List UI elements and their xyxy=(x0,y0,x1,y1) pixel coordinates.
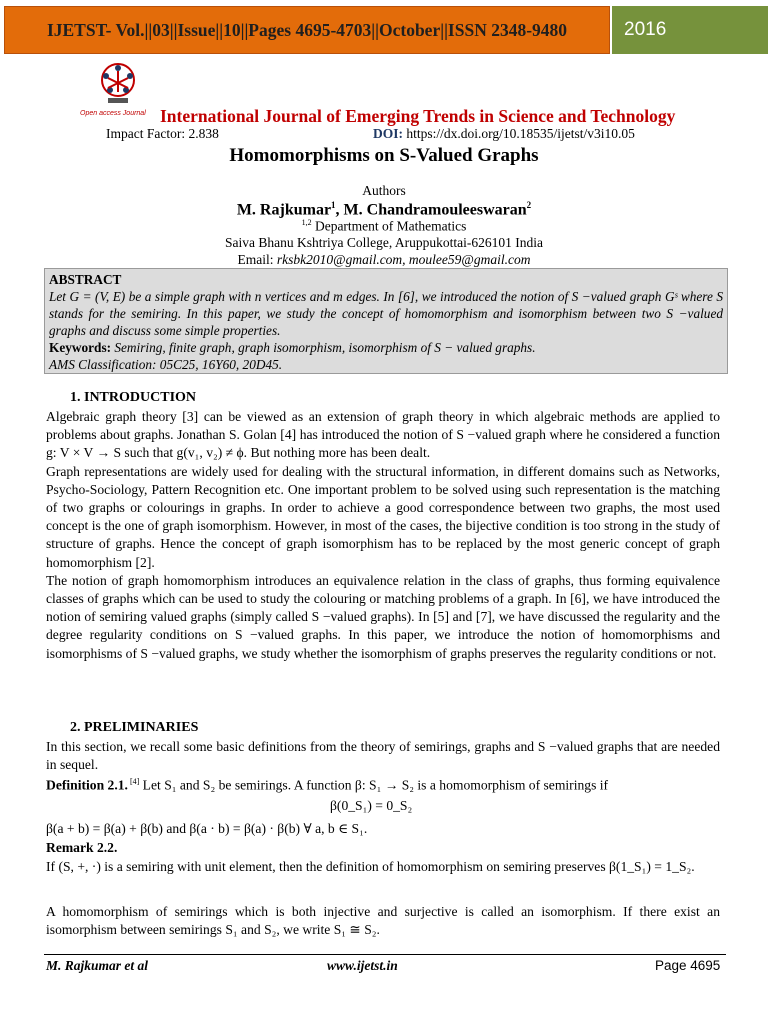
doi-link[interactable]: https://dx.doi.org/10.18535/ijetst/v3i10.05 xyxy=(406,126,635,141)
author-1-sup: 1 xyxy=(331,200,336,210)
definition-label: Definition 2.1. xyxy=(46,777,128,793)
remark-2-2-label: Remark 2.2. xyxy=(46,840,118,855)
paper-title: Homomorphisms on S-Valued Graphs xyxy=(229,145,539,166)
department xyxy=(0,218,768,235)
journal-title: International Journal of Emerging Trends in Science and Technology xyxy=(160,106,676,126)
definition-text: Let S₁ and S₂ be semirings. A function β: S₁ → S₂ is a homomorphism of semirings if xyxy=(139,777,609,793)
email-addresses[interactable]: rksbk2010@gmail.com, moulee59@gmail.com xyxy=(276,252,531,267)
issue-banner-text: IJETST- Vol.||03||Issue||10||Pages 4695-4703||October||ISSN 2348-9480 xyxy=(46,19,568,40)
authors-label: Authors xyxy=(362,183,406,198)
definition-ref: [4] xyxy=(127,777,140,786)
remark-2-2-text: If (S, +, ·) is a semiring with unit element, then the definition of homomorphism on semiring preserves β(1_S₁) = 1_S₂. xyxy=(46,859,695,874)
preliminaries-intro: In this section, we recall some basic definitions from the theory of semirings, graphs and S −valued graphs that are needed in sequel. xyxy=(46,739,720,773)
footer-page-number: Page 4695 xyxy=(655,958,721,973)
department-sup: 1,2 xyxy=(301,218,312,227)
author-1: M. Rajkumar xyxy=(236,201,332,219)
college: Saiva Bhanu Kshtriya College, Aruppukottai-626101 India xyxy=(225,235,543,250)
impact-factor: Impact Factor: 2.838 xyxy=(106,126,219,141)
author-names xyxy=(0,200,768,219)
keywords-text: Semiring, finite graph, graph isomorphism, isomorphism of S − valued graphs. xyxy=(111,340,536,355)
author-2-sup: 2 xyxy=(526,200,532,210)
isomorphism-text: A homomorphism of semirings which is both injective and surjective is called an isomorphism. If there exist an isomorphism between semirings S₁ and S₂, we write S₁ ≅ S₂. xyxy=(46,904,720,938)
abstract-box xyxy=(44,268,728,374)
department-name: Department of Mathematics xyxy=(311,218,467,234)
footer-site-link[interactable]: www.ijetst.in xyxy=(327,958,398,973)
ams-classification: AMS Classification: 05C25, 16Y60, 20D45. xyxy=(49,357,283,372)
doi xyxy=(373,126,635,142)
author-separator: , xyxy=(335,201,344,219)
abstract-heading: ABSTRACT xyxy=(49,272,122,287)
issue-banner xyxy=(4,6,610,54)
logo-caption: Open access Journal xyxy=(80,110,146,117)
section-introduction-heading: 1. INTRODUCTION xyxy=(70,390,197,405)
author-2: M. Chandramouleeswaran xyxy=(343,201,527,219)
year-text: 2016 xyxy=(624,19,667,40)
equation-zero: β(0_S₁) = 0_S₂ xyxy=(330,798,413,813)
definition-2-1 xyxy=(46,777,608,794)
equation-operations: β(a + b) = β(a) + β(b) and β(a · b) = β(a) · β(b) ∀ a, b ∈ S₁. xyxy=(46,821,368,836)
email-label: Email: xyxy=(237,252,277,267)
footer-rule xyxy=(44,954,726,955)
abstract-body: Let G = (V, E) be a simple graph with n vertices and m edges. In [6], we introduced the notion of S −valued graph Gˢ where S stands for the semiring. In this paper, we study the concept of homomorphism and isomorphism between two S −valued graphs and discuss some simple properties. xyxy=(49,289,723,338)
introduction-body xyxy=(46,408,720,663)
keywords xyxy=(49,339,723,356)
intro-paragraph-1: Algebraic graph theory [3] can be viewed as an extension of graph theory in which algebraic methods are applied to problems about graphs. Jonathan S. Golan [4] has introduced the notion of S −valued graph where he considered a function g: V × V → S such that g(v₁, v₂) ≠ ϕ. But nothing more has been dealt. xyxy=(46,409,720,461)
email-line xyxy=(0,252,768,268)
header-banner xyxy=(0,6,768,54)
doi-label: DOI: xyxy=(373,126,403,141)
keywords-label: Keywords: xyxy=(49,340,112,355)
intro-paragraph-2: Graph representations are widely used for dealing with the structural information, in different domains such as Networks, Psycho-Sociology, Pattern Recognition etc. One important problem to be solved using such representation is the matching of two graphs or colourings in graphs. In order to achieve a good correspondence between two graphs, the most used concept is the one of graph isomorphism. However, in most of the cases, the bijective condition is too strong in the study of structure of graphs. Hence the concept of graph isomorphism has to be replaced by the most generic concept of graph homomorphism [2]. xyxy=(46,463,720,570)
section-preliminaries-heading: 2. PRELIMINARIES xyxy=(70,720,199,735)
intro-paragraph-3: The notion of graph homomorphism introduces an equivalence relation in the class of graphs, thus forming equivalence classes of graphs which can be used to study the colouring or matching problems of a graph. In [6], we have introduced the notion of semiring valued graphs (simply called S −valued graphs). In [5] and [7], we have discussed the regularity and the degree regularity conditions on S −valued graphs. In this paper, we introduce the notion of homomorphisms and isomorphisms of S −valued graphs, we study whether the isomorphism of graphs preserves the regularity conditions or not. xyxy=(46,572,720,661)
footer-authors: M. Rajkumar et al xyxy=(46,958,149,973)
year-banner xyxy=(612,6,768,54)
